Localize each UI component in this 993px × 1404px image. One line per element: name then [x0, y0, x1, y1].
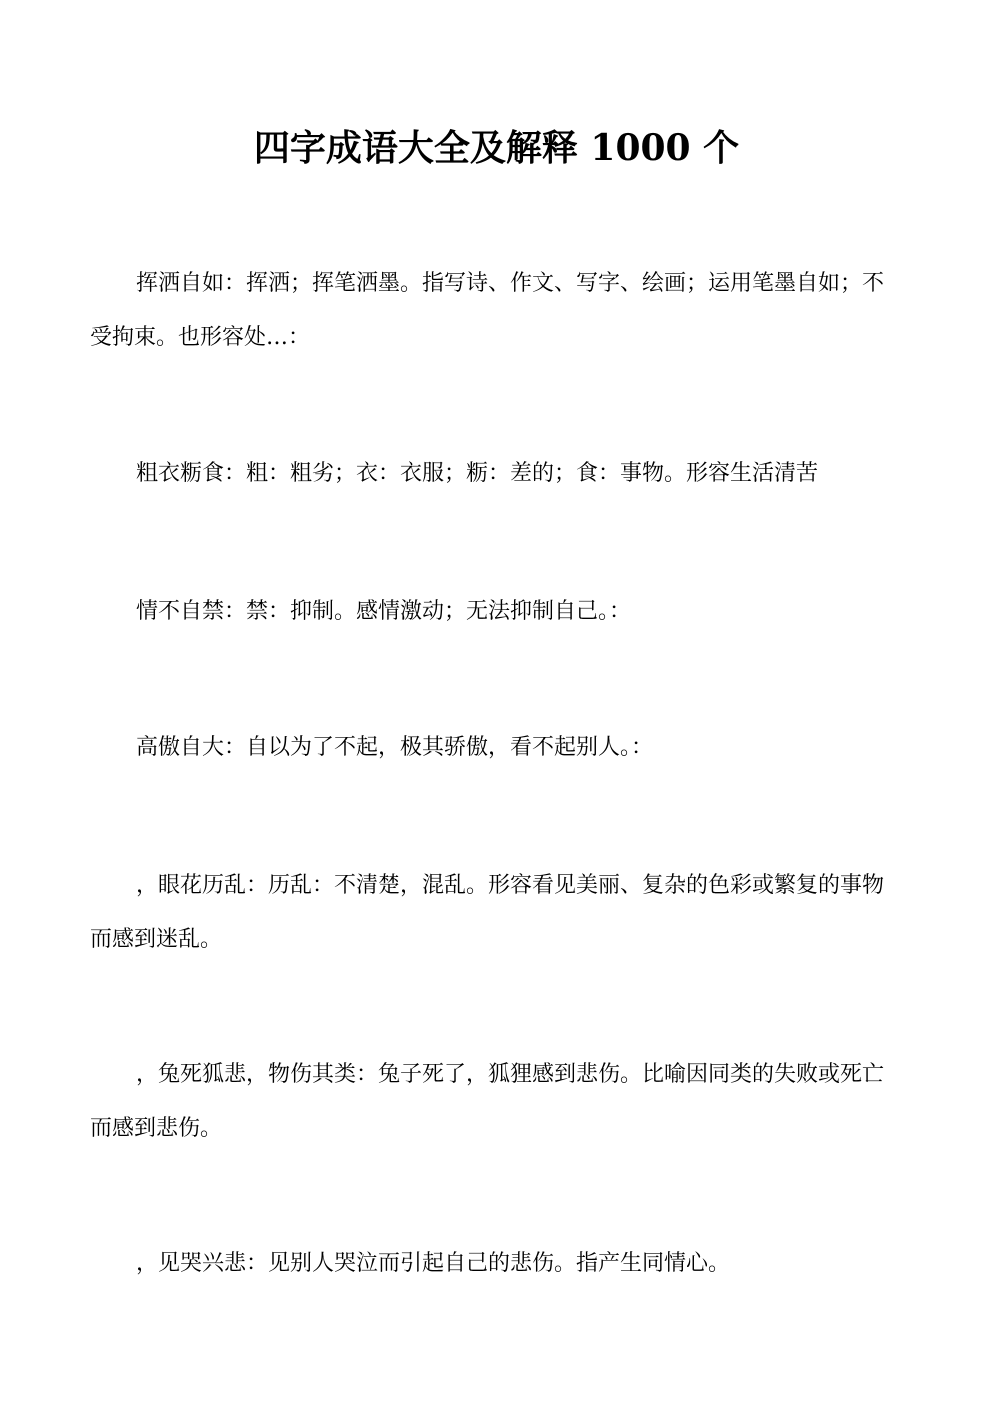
idiom-entry: 挥洒自如：挥洒；挥笔洒墨。指写诗、作文、写字、绘画；运用笔墨自如；不受拘束。也形容处…： [90, 271, 885, 350]
idiom-entry: ，眼花历乱：历乱：不清楚，混乱。形容看见美丽、复杂的色彩或繁复的事物而感到迷乱。 [90, 873, 885, 952]
idiom-entry: ，见哭兴悲：见别人哭泣而引起自己的悲伤。指产生同情心。 [136, 1251, 731, 1276]
document-title: 四字成语大全及解释 1000 个 [253, 127, 740, 169]
idiom-entry: 粗衣粝食：粗：粗劣；衣：衣服；粝：差的；食：事物。形容生活清苦 [136, 461, 819, 486]
idiom-entry: 高傲自大：自以为了不起，极其骄傲，看不起别人。： [136, 735, 654, 760]
idiom-entry: ，兔死狐悲，物伤其类：兔子死了，狐狸感到悲伤。比喻因同类的失败或死亡而感到悲伤。 [90, 1062, 885, 1141]
idiom-entry: 情不自禁：禁：抑制。感情激动；无法抑制自己。： [136, 599, 632, 624]
